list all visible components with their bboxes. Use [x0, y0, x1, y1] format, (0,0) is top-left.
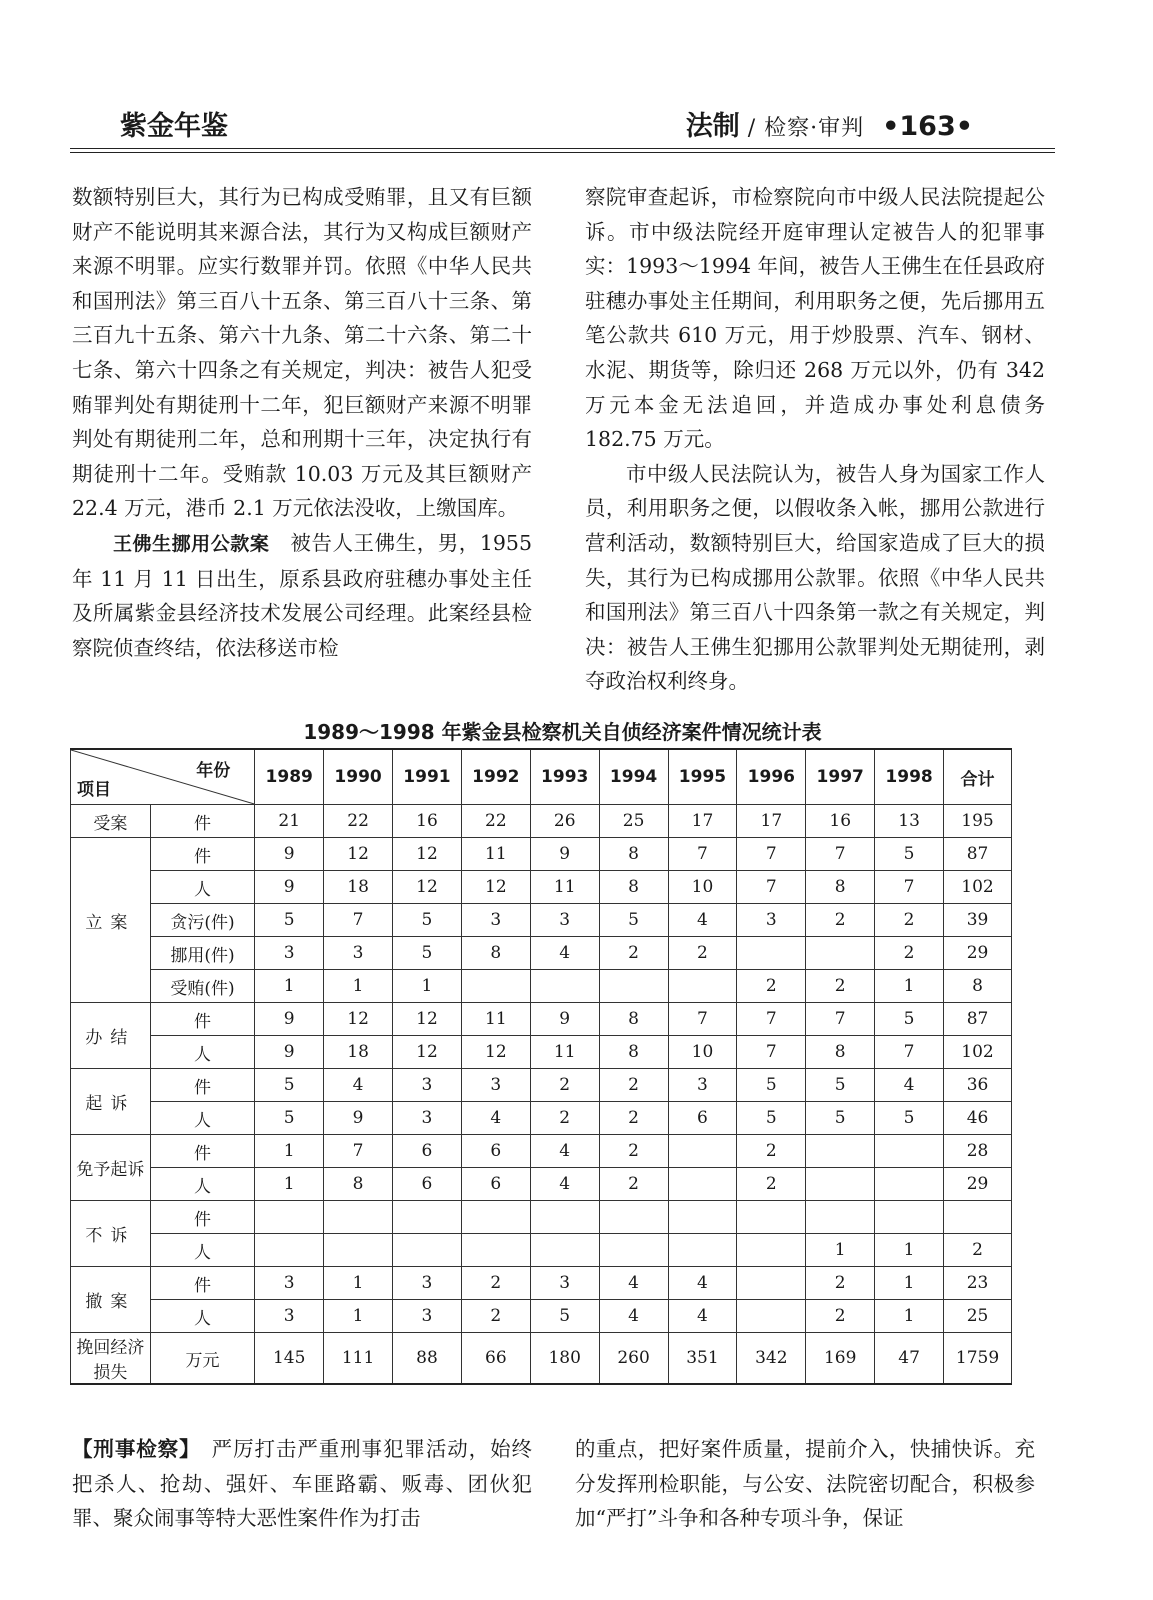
- table-row: [71, 1003, 1012, 1036]
- value-cell: 12: [393, 838, 462, 871]
- value-cell: 6: [461, 1135, 530, 1168]
- year-header-cell: 1998: [875, 749, 944, 805]
- value-cell: 4: [530, 1135, 599, 1168]
- value-cell: [668, 1234, 737, 1267]
- year-header-cell: 1989: [255, 749, 324, 805]
- table-row: [71, 805, 1012, 838]
- value-cell: 7: [324, 1135, 393, 1168]
- unit-cell: 人: [150, 1102, 255, 1135]
- value-cell: [875, 1201, 944, 1234]
- unit-cell: 件: [150, 838, 255, 871]
- value-cell: 2: [530, 1069, 599, 1102]
- unit-cell: 件: [150, 1201, 255, 1234]
- value-cell: 3: [324, 937, 393, 970]
- value-cell: 5: [599, 904, 668, 937]
- value-cell: [324, 1234, 393, 1267]
- value-cell: 2: [875, 937, 944, 970]
- value-cell: 29: [944, 937, 1012, 970]
- value-cell: 2: [806, 904, 875, 937]
- value-cell: 102: [944, 1036, 1012, 1069]
- value-cell: 2: [737, 1168, 806, 1201]
- value-cell: [806, 1135, 875, 1168]
- value-cell: 6: [668, 1102, 737, 1135]
- value-cell: 7: [806, 838, 875, 871]
- value-cell: [255, 1234, 324, 1267]
- value-cell: 2: [806, 1267, 875, 1300]
- value-cell: 1: [875, 1267, 944, 1300]
- value-cell: [806, 937, 875, 970]
- value-cell: 47: [875, 1333, 944, 1385]
- value-cell: [599, 1201, 668, 1234]
- value-cell: 2: [875, 904, 944, 937]
- paragraph: 数额特别巨大，其行为已构成受贿罪，且又有巨额财产不能说明其来源合法，其行为又构成巨额财产来源不明罪。应实行数罪并罚。依照《中华人民共和国刑法》第三百八十五条、第三百八十三条、第三百九十五条、第六十九条、第二十六条、第二十七条、第六十四条之有关规定，判决：被告人犯受贿罪判处有期徒刑十二年，犯巨额财产来源不明罪判处有期徒刑二年，总和刑期十三年，决定执行有期徒刑十二年。受贿款 10.03 万元及其巨额财产 22.4 万元，港币 2.1 万元依法没收，上缴国库。: [72, 185, 532, 521]
- unit-cell: 受贿(件): [150, 970, 255, 1003]
- value-cell: 88: [393, 1333, 462, 1385]
- value-cell: 1: [875, 970, 944, 1003]
- value-cell: 7: [875, 1036, 944, 1069]
- table-row: [71, 1267, 1012, 1300]
- value-cell: [599, 1234, 668, 1267]
- value-cell: 351: [668, 1333, 737, 1385]
- value-cell: 9: [255, 1036, 324, 1069]
- value-cell: 17: [668, 805, 737, 838]
- value-cell: [737, 1267, 806, 1300]
- value-cell: 25: [599, 805, 668, 838]
- unit-cell: 贪污(件): [150, 904, 255, 937]
- value-cell: 5: [875, 838, 944, 871]
- corner-item-label: 项目: [77, 780, 111, 800]
- value-cell: [875, 1168, 944, 1201]
- value-cell: 10: [668, 871, 737, 904]
- table-row: [71, 1036, 1012, 1069]
- bottom-left-column: [72, 1432, 532, 1536]
- value-cell: [393, 1234, 462, 1267]
- value-cell: [806, 1201, 875, 1234]
- value-cell: 2: [599, 937, 668, 970]
- value-cell: 4: [668, 1300, 737, 1333]
- value-cell: 5: [530, 1300, 599, 1333]
- year-header-cell: 合计: [944, 749, 1012, 805]
- value-cell: 2: [530, 1102, 599, 1135]
- value-cell: 7: [875, 871, 944, 904]
- unit-cell: 人: [150, 1234, 255, 1267]
- value-cell: 3: [393, 1300, 462, 1333]
- unit-cell: 件: [150, 1069, 255, 1102]
- year-header-cell: 1993: [530, 749, 599, 805]
- value-cell: 3: [255, 1267, 324, 1300]
- value-cell: 36: [944, 1069, 1012, 1102]
- yearbook-title: 紫金年鉴: [120, 111, 228, 142]
- value-cell: 5: [255, 904, 324, 937]
- section-tag: 【刑事检察】: [72, 1437, 191, 1461]
- unit-cell: 挪用(件): [150, 937, 255, 970]
- paragraph-text: 严厉打击严重刑事犯罪活动，始终把杀人、抢劫、强奸、车匪路霸、贩毒、团伙犯罪、聚众闹事等特大恶性案件作为打击: [72, 1437, 533, 1531]
- value-cell: 7: [668, 838, 737, 871]
- table-corner-cell: [71, 749, 255, 805]
- value-cell: 260: [599, 1333, 668, 1385]
- value-cell: 12: [324, 1003, 393, 1036]
- value-cell: 5: [737, 1102, 806, 1135]
- value-cell: [461, 1201, 530, 1234]
- value-cell: 2: [461, 1300, 530, 1333]
- value-cell: 4: [530, 1168, 599, 1201]
- table-row: [71, 1069, 1012, 1102]
- year-header-cell: 1992: [461, 749, 530, 805]
- value-cell: 12: [461, 1036, 530, 1069]
- value-cell: 25: [944, 1300, 1012, 1333]
- value-cell: 5: [875, 1102, 944, 1135]
- unit-cell: 人: [150, 1036, 255, 1069]
- table-row: [71, 838, 1012, 871]
- value-cell: [875, 1135, 944, 1168]
- table-title: 1989～1998 年紫金县检察机关自侦经济案件情况统计表: [303, 720, 822, 744]
- unit-cell: 件: [150, 1135, 255, 1168]
- value-cell: 1: [324, 970, 393, 1003]
- value-cell: 11: [461, 1003, 530, 1036]
- value-cell: 8: [806, 871, 875, 904]
- value-cell: 7: [668, 1003, 737, 1036]
- unit-cell: 人: [150, 871, 255, 904]
- year-header-cell: 1994: [599, 749, 668, 805]
- value-cell: 3: [255, 1300, 324, 1333]
- category-cell: 立案: [71, 838, 151, 1003]
- value-cell: 145: [255, 1333, 324, 1385]
- value-cell: [599, 970, 668, 1003]
- value-cell: 6: [393, 1135, 462, 1168]
- value-cell: 5: [255, 1069, 324, 1102]
- value-cell: 87: [944, 838, 1012, 871]
- value-cell: 9: [255, 871, 324, 904]
- section-name: 法制: [685, 111, 740, 142]
- category-cell: 不诉: [71, 1201, 151, 1267]
- value-cell: 1759: [944, 1333, 1012, 1385]
- running-header: [686, 104, 973, 143]
- value-cell: 4: [668, 1267, 737, 1300]
- header-separator: /: [739, 116, 765, 141]
- paragraph: 市中级人民法院认为，被告人身为国家工作人员，利用职务之便，以假收条入帐，挪用公款进行营利活动，数额特别巨大，给国家造成了巨大的损失，其行为已构成挪用公款罪。依照《中华人民共和国刑法》第三百八十四条第一款之有关规定，判决：被告人王佛生犯挪用公款罪判处无期徒刑，剥夺政治权利终身。: [585, 461, 1045, 694]
- case-title: 王佛生挪用公款案: [113, 532, 270, 555]
- table-row: [71, 1333, 1012, 1385]
- value-cell: 180: [530, 1333, 599, 1385]
- value-cell: 12: [461, 871, 530, 904]
- value-cell: 46: [944, 1102, 1012, 1135]
- table-row: [71, 1201, 1012, 1234]
- value-cell: [530, 1234, 599, 1267]
- year-header-cell: 1995: [668, 749, 737, 805]
- value-cell: 2: [737, 970, 806, 1003]
- value-cell: 2: [599, 1168, 668, 1201]
- value-cell: 3: [255, 937, 324, 970]
- value-cell: 4: [530, 937, 599, 970]
- value-cell: 3: [530, 1267, 599, 1300]
- value-cell: 4: [461, 1102, 530, 1135]
- value-cell: 2: [599, 1135, 668, 1168]
- table-header-row: [71, 749, 1012, 805]
- value-cell: 5: [806, 1069, 875, 1102]
- right-column: [585, 180, 1045, 699]
- value-cell: [255, 1201, 324, 1234]
- value-cell: 39: [944, 904, 1012, 937]
- value-cell: 2: [944, 1234, 1012, 1267]
- value-cell: 8: [944, 970, 1012, 1003]
- year-header-cell: 1990: [324, 749, 393, 805]
- value-cell: 1: [875, 1300, 944, 1333]
- unit-cell: 万元: [150, 1333, 255, 1385]
- value-cell: 16: [806, 805, 875, 838]
- value-cell: 87: [944, 1003, 1012, 1036]
- value-cell: 12: [393, 1036, 462, 1069]
- value-cell: 11: [461, 838, 530, 871]
- value-cell: 5: [393, 937, 462, 970]
- value-cell: 9: [255, 1003, 324, 1036]
- value-cell: 5: [255, 1102, 324, 1135]
- value-cell: 3: [393, 1102, 462, 1135]
- value-cell: 17: [737, 805, 806, 838]
- value-cell: 3: [393, 1267, 462, 1300]
- value-cell: 9: [530, 1003, 599, 1036]
- value-cell: 7: [806, 1003, 875, 1036]
- value-cell: [668, 1168, 737, 1201]
- value-cell: 2: [806, 1300, 875, 1333]
- value-cell: 7: [324, 904, 393, 937]
- value-cell: 7: [737, 871, 806, 904]
- value-cell: 3: [461, 904, 530, 937]
- value-cell: [668, 1201, 737, 1234]
- value-cell: [737, 1300, 806, 1333]
- value-cell: 5: [806, 1102, 875, 1135]
- corner-year-label: 年份: [196, 761, 231, 781]
- value-cell: 22: [461, 805, 530, 838]
- unit-cell: 件: [150, 1267, 255, 1300]
- table-row: [71, 1168, 1012, 1201]
- value-cell: 8: [806, 1036, 875, 1069]
- value-cell: 2: [737, 1135, 806, 1168]
- table-row: [71, 1234, 1012, 1267]
- table-row: [71, 1300, 1012, 1333]
- value-cell: 8: [461, 937, 530, 970]
- value-cell: 9: [324, 1102, 393, 1135]
- value-cell: [461, 970, 530, 1003]
- value-cell: 6: [461, 1168, 530, 1201]
- value-cell: 23: [944, 1267, 1012, 1300]
- unit-cell: 人: [150, 1168, 255, 1201]
- value-cell: 5: [737, 1069, 806, 1102]
- value-cell: 29: [944, 1168, 1012, 1201]
- value-cell: [530, 970, 599, 1003]
- table-row: [71, 1102, 1012, 1135]
- value-cell: 4: [599, 1300, 668, 1333]
- value-cell: 3: [461, 1069, 530, 1102]
- value-cell: 7: [737, 1036, 806, 1069]
- paragraph: 察院审查起诉，市检察院向市中级人民法院提起公诉。市中级法院经开庭审理认定被告人的犯罪事实：1993～1994 年间，被告人王佛生在任县政府驻穗办事处主任期间，利用职务之便，先后挪用五笔公款共 610 万元，用于炒股票、汽车、钢材、水泥、期货等，除归还 268 万元以外，仍有 342 万元本金无法追回，并造成办事处利息债务 182.75 万元。: [585, 185, 1045, 452]
- subsection-name: 检察·审判: [764, 116, 865, 141]
- value-cell: 8: [599, 1036, 668, 1069]
- table-row: [71, 970, 1012, 1003]
- value-cell: 28: [944, 1135, 1012, 1168]
- unit-cell: 件: [150, 1003, 255, 1036]
- value-cell: [324, 1201, 393, 1234]
- paragraph: 的重点，把好案件质量，提前介入，快捕快诉。充分发挥刑检职能，与公安、法院密切配合，积极参加“严打”斗争和各种专项斗争，保证: [575, 1437, 1035, 1531]
- value-cell: 102: [944, 871, 1012, 904]
- value-cell: 195: [944, 805, 1012, 838]
- header-rule: [70, 148, 1055, 153]
- value-cell: 11: [530, 1036, 599, 1069]
- value-cell: 3: [668, 1069, 737, 1102]
- value-cell: [737, 1234, 806, 1267]
- value-cell: 9: [255, 838, 324, 871]
- category-cell: 办结: [71, 1003, 151, 1069]
- value-cell: 12: [393, 1003, 462, 1036]
- value-cell: 111: [324, 1333, 393, 1385]
- value-cell: 1: [875, 1234, 944, 1267]
- value-cell: 1: [393, 970, 462, 1003]
- value-cell: 3: [530, 904, 599, 937]
- value-cell: 1: [806, 1234, 875, 1267]
- category-cell: 挽回经济损失: [71, 1333, 151, 1385]
- category-cell: 撤案: [71, 1267, 151, 1333]
- value-cell: 12: [324, 838, 393, 871]
- value-cell: 21: [255, 805, 324, 838]
- left-column: [72, 180, 532, 665]
- value-cell: 8: [324, 1168, 393, 1201]
- value-cell: 8: [599, 838, 668, 871]
- value-cell: 66: [461, 1333, 530, 1385]
- value-cell: 6: [393, 1168, 462, 1201]
- value-cell: 2: [461, 1267, 530, 1300]
- value-cell: 13: [875, 805, 944, 838]
- value-cell: 18: [324, 871, 393, 904]
- value-cell: [944, 1201, 1012, 1234]
- year-header-cell: 1996: [737, 749, 806, 805]
- category-cell: 免予起诉: [71, 1135, 151, 1201]
- paragraph: [72, 526, 532, 665]
- value-cell: 2: [599, 1069, 668, 1102]
- value-cell: 1: [324, 1267, 393, 1300]
- value-cell: 4: [324, 1069, 393, 1102]
- table-row: [71, 871, 1012, 904]
- value-cell: 22: [324, 805, 393, 838]
- category-cell: 起诉: [71, 1069, 151, 1135]
- value-cell: 11: [530, 871, 599, 904]
- value-cell: 4: [668, 904, 737, 937]
- value-cell: 12: [393, 871, 462, 904]
- value-cell: 342: [737, 1333, 806, 1385]
- value-cell: 2: [806, 970, 875, 1003]
- statistics-table: [70, 748, 1012, 1385]
- page-number: •163•: [882, 111, 973, 142]
- unit-cell: 件: [150, 805, 255, 838]
- value-cell: [393, 1201, 462, 1234]
- value-cell: 4: [875, 1069, 944, 1102]
- value-cell: [530, 1201, 599, 1234]
- value-cell: 5: [393, 904, 462, 937]
- value-cell: 3: [737, 904, 806, 937]
- table-row: [71, 1135, 1012, 1168]
- value-cell: 7: [737, 838, 806, 871]
- value-cell: 18: [324, 1036, 393, 1069]
- table-row: [71, 937, 1012, 970]
- paragraph: [72, 1432, 532, 1536]
- value-cell: 1: [255, 1135, 324, 1168]
- value-cell: 5: [875, 1003, 944, 1036]
- value-cell: 26: [530, 805, 599, 838]
- value-cell: 169: [806, 1333, 875, 1385]
- value-cell: 1: [255, 970, 324, 1003]
- paragraph-text: 被告人王佛生，男，1955 年 11 月 11 日出生，原系县政府驻穗办事处主任及所属紫金县经济技术发展公司经理。此案经县检察院侦查终结，依法移送市检: [72, 530, 532, 660]
- unit-cell: 人: [150, 1300, 255, 1333]
- year-header-cell: 1997: [806, 749, 875, 805]
- value-cell: 10: [668, 1036, 737, 1069]
- value-cell: 1: [255, 1168, 324, 1201]
- year-header-cell: 1991: [393, 749, 462, 805]
- value-cell: [461, 1234, 530, 1267]
- value-cell: 7: [737, 1003, 806, 1036]
- value-cell: 2: [599, 1102, 668, 1135]
- value-cell: 4: [599, 1267, 668, 1300]
- value-cell: [737, 937, 806, 970]
- bottom-right-column: [575, 1432, 1035, 1536]
- category-cell: 受案: [71, 805, 151, 838]
- value-cell: 9: [530, 838, 599, 871]
- value-cell: [668, 1135, 737, 1168]
- value-cell: [806, 1168, 875, 1201]
- value-cell: 16: [393, 805, 462, 838]
- value-cell: 1: [324, 1300, 393, 1333]
- value-cell: 2: [668, 937, 737, 970]
- value-cell: [668, 970, 737, 1003]
- value-cell: [737, 1201, 806, 1234]
- value-cell: 8: [599, 871, 668, 904]
- table-row: [71, 904, 1012, 937]
- value-cell: 8: [599, 1003, 668, 1036]
- value-cell: 3: [393, 1069, 462, 1102]
